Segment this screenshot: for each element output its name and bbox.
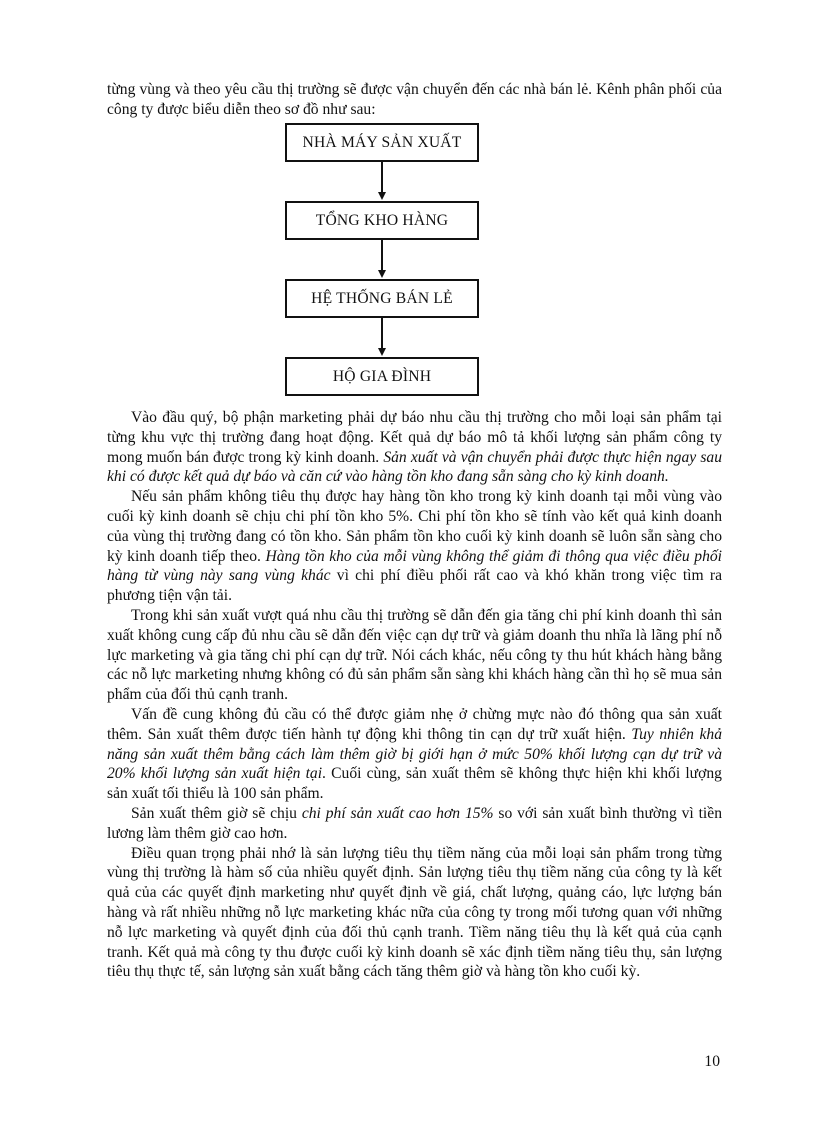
- box-household: HỘ GIA ĐÌNH: [285, 357, 479, 396]
- paragraph-3: Trong khi sản xuất vượt quá nhu cầu thị trường sẽ dẫn đến gia tăng chi phí kinh doanh thì sản xuất không cung cấp đủ nhu cầu sẽ dẫn đến việc cạn dự trữ và giảm doanh thu nhĩa là lãng phí nỗ lực marketing và gia tăng chi phí cạn dự trữ. Nói cách khác, nếu công ty thu hút khách hàng bằng các nỗ lực marketing nhưng không có đủ sản phẩm sẵn sàng khi khách hàng cần thì họ sẽ mua sản phẩm của đối thủ cạnh tranh.: [107, 606, 722, 704]
- paragraph-5: Sản xuất thêm giờ sẽ chịu chi phí sản xuất cao hơn 15% so với sản xuất bình thường vì tiền lương làm thêm giờ cao hơn.: [107, 804, 722, 842]
- distribution-channel-diagram: [285, 123, 479, 395]
- paragraph-2: Nếu sản phẩm không tiêu thụ được hay hàng tồn kho trong kỳ kinh doanh tại mỗi vùng vào cuối kỳ kinh doanh sẽ chịu chi phí tồn kho 5%. Chi phí tồn kho sẽ tính vào kết quả kinh doanh của vùng thị trường đang có tồn kho. Sản phẩm tồn kho cuối kỳ kinh doanh sẽ luôn sẵn sàng cho kỳ kinh doanh tiếp theo. Hàng tồn kho của mỗi vùng không thể giảm đi thông qua việc điều phối hàng từ vùng này sang vùng khác vì chi phí điều phối rất cao và khó khăn trong việc tìm ra phương tiện vận tải.: [107, 488, 722, 605]
- intro-paragraph: [107, 80, 722, 120]
- arrow-3: [379, 318, 385, 356]
- body-text: [107, 408, 722, 982]
- paragraph-6: Điều quan trọng phải nhớ là sản lượng tiêu thụ tiềm năng của mỗi loại sản phẩm trong từng vùng thị trường là hàm số của nhiều quyết định. Sản lượng tiêu thụ tiềm năng của công ty là kết quả của các quyết định marketing như quyết định về giá, chất lượng, quảng cáo, lực lượng bán hàng và rất nhiều những nỗ lực marketing khác nữa của công ty trong mối tương quan với những nỗ lực marketing và quyết định của đối thủ cạnh tranh. Tiềm năng tiêu thụ là kết quả của cạnh tranh. Kết quả mà công ty thu được cuối kỳ kinh doanh sẽ xác định tiềm năng tiêu thụ, sản lượng tiêu thụ thực tế, sản lượng sản xuất bằng cách tăng thêm giờ và hàng tồn kho cuối kỳ.: [107, 844, 722, 981]
- box-warehouse: TỔNG KHO HÀNG: [285, 201, 479, 240]
- intro-text: từng vùng và theo yêu cầu thị trường sẽ được vận chuyển đến các nhà bán lẻ. Kênh phân phối của công ty được biểu diễn theo sơ đồ như sau:: [107, 81, 722, 118]
- paragraph-1: Vào đầu quý, bộ phận marketing phải dự báo nhu cầu thị trường cho mỗi loại sản phẩm tại từng khu vực thị trường đang hoạt động. Kết quả dự báo mô tả khối lượng sản phẩm công ty mong muốn bán được trong kỳ kinh doanh. Sản xuất và vận chuyển phải được thực hiện ngay sau khi có được kết quả dự báo và căn cứ vào hàng tồn kho đang sẵn sàng cho kỳ kinh doanh.: [107, 409, 722, 486]
- page-number: 10: [704, 1053, 720, 1070]
- paragraph-4: Vấn đề cung không đủ cầu có thể được giảm nhẹ ở chừng mực nào đó thông qua sản xuất thêm. Sản xuất thêm được tiến hành tự động khi thông tin cạn dự trữ xuất hiện. Tuy nhiên khả năng sản xuất thêm bằng cách làm thêm giờ bị giới hạn ở mức 50% khối lượng cạn dự trữ và 20% khối lượng sản xuất hiện tại. Cuối cùng, sản xuất thêm sẽ không thực hiện khi khối lượng sản xuất tối thiểu là 100 sản phẩm.: [107, 705, 722, 803]
- arrow-1: [379, 162, 385, 200]
- arrow-2: [379, 240, 385, 278]
- box-retail: HỆ THỐNG BÁN LẺ: [285, 279, 479, 318]
- box-factory: NHÀ MÁY SẢN XUẤT: [285, 123, 479, 162]
